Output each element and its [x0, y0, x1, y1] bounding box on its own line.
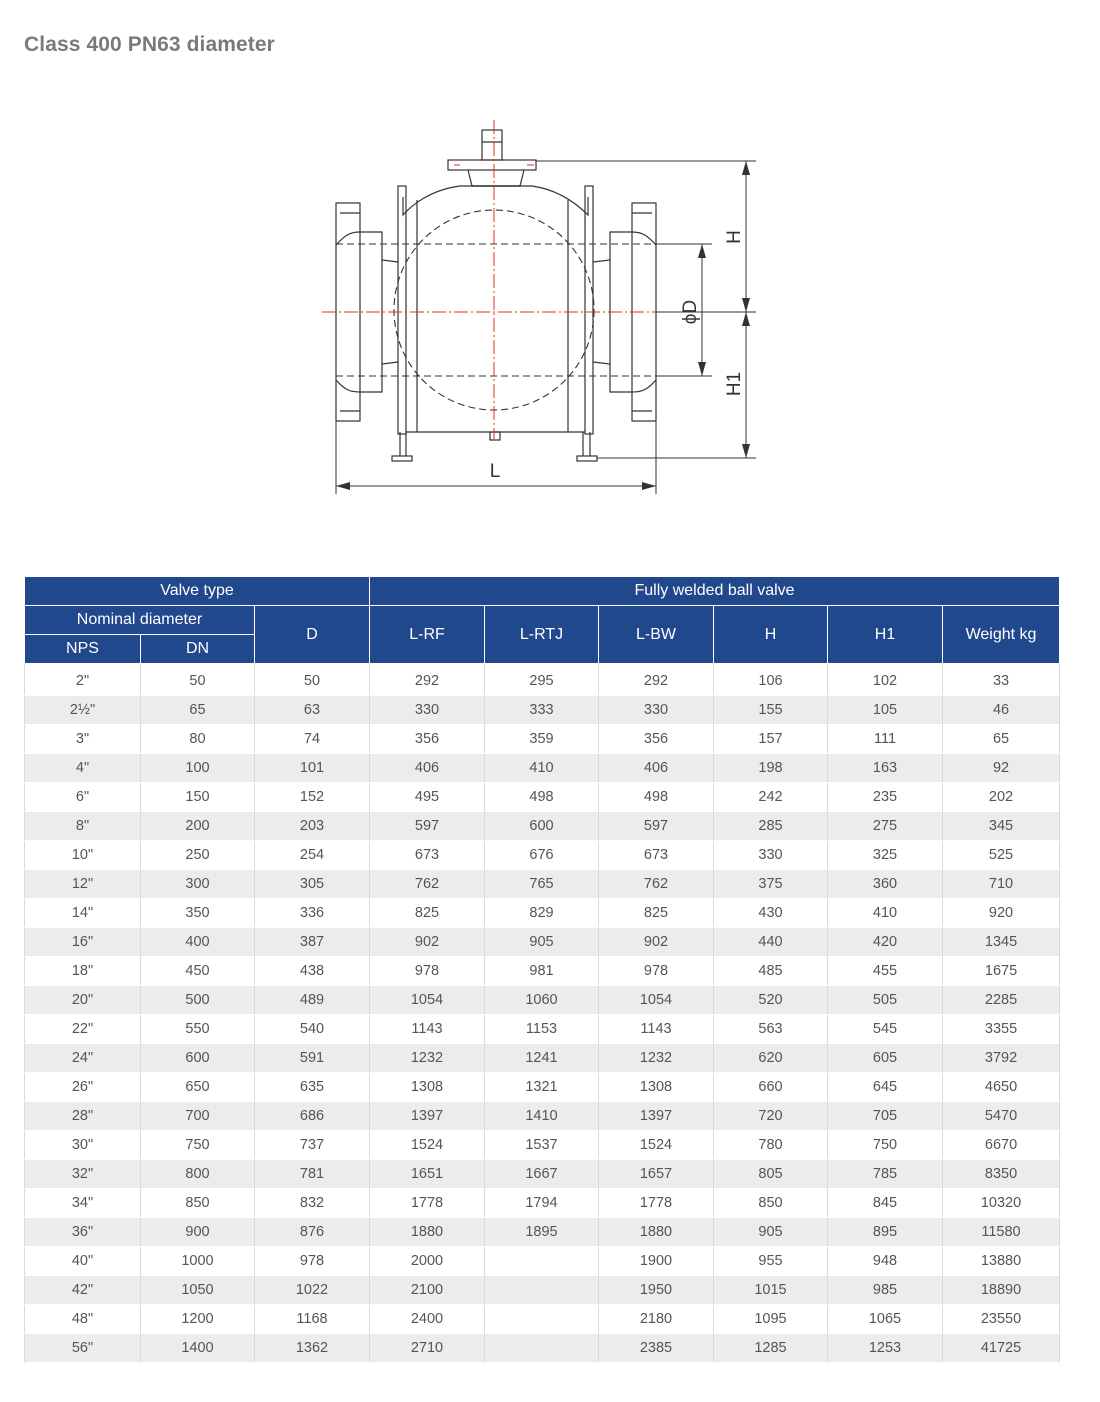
- cell-l-rf: 356: [370, 725, 485, 754]
- cell-nps: 22": [25, 1015, 141, 1044]
- table-row: [25, 841, 1060, 870]
- cell-l-rtj: 1794: [485, 1189, 599, 1218]
- cell-l-bw: 1054: [599, 986, 714, 1015]
- table-row: [25, 899, 1060, 928]
- cell-l-rf: 597: [370, 812, 485, 841]
- label-d: ϕD: [680, 299, 701, 325]
- cell-l-rtj: 1410: [485, 1102, 599, 1131]
- cell-nps: 42": [25, 1276, 141, 1305]
- cell-nps: 56": [25, 1334, 141, 1363]
- table-row: [25, 1073, 1060, 1102]
- cell-l-rf: 406: [370, 754, 485, 783]
- cell-h: 955: [714, 1247, 828, 1276]
- table-row: [25, 1276, 1060, 1305]
- cell-nps: 12": [25, 870, 141, 899]
- cell-nps: 3": [25, 725, 141, 754]
- cell-h1: 420: [828, 928, 943, 957]
- cell-h: 155: [714, 696, 828, 725]
- cell-d: 540: [255, 1015, 370, 1044]
- cell-weight: 23550: [943, 1305, 1060, 1334]
- header-fully-welded: Fully welded ball valve: [370, 577, 1060, 606]
- cell-h: 375: [714, 870, 828, 899]
- cell-nps: 32": [25, 1160, 141, 1189]
- cell-l-rtj: 676: [485, 841, 599, 870]
- cell-h: 198: [714, 754, 828, 783]
- cell-nps: 30": [25, 1131, 141, 1160]
- cell-weight: 2285: [943, 986, 1060, 1015]
- cell-h1: 985: [828, 1276, 943, 1305]
- label-h: H: [724, 230, 745, 244]
- cell-l-rf: 2100: [370, 1276, 485, 1305]
- cell-dn: 65: [141, 696, 255, 725]
- cell-l-bw: 978: [599, 957, 714, 986]
- cell-h1: 785: [828, 1160, 943, 1189]
- cell-h1: 325: [828, 841, 943, 870]
- cell-weight: 525: [943, 841, 1060, 870]
- cell-h: 905: [714, 1218, 828, 1247]
- cell-d: 305: [255, 870, 370, 899]
- header-valve-type: Valve type: [25, 577, 370, 606]
- cell-dn: 350: [141, 899, 255, 928]
- valve-body: [403, 186, 588, 215]
- cell-h1: 111: [828, 725, 943, 754]
- cell-l-bw: 762: [599, 870, 714, 899]
- cell-weight: 46: [943, 696, 1060, 725]
- cell-l-rtj: 1241: [485, 1044, 599, 1073]
- table-row: [25, 1160, 1060, 1189]
- cell-d: 1362: [255, 1334, 370, 1363]
- top-plate: [448, 160, 536, 170]
- cell-l-rf: 1880: [370, 1218, 485, 1247]
- table-row: [25, 664, 1060, 696]
- cell-dn: 700: [141, 1102, 255, 1131]
- cell-h: 330: [714, 841, 828, 870]
- cell-l-rtj: 1153: [485, 1015, 599, 1044]
- cell-nps: 24": [25, 1044, 141, 1073]
- table-row: [25, 1044, 1060, 1073]
- table-row: [25, 1189, 1060, 1218]
- cell-l-rf: 292: [370, 664, 485, 696]
- cell-l-rtj: [485, 1334, 599, 1363]
- cell-nps: 18": [25, 957, 141, 986]
- cell-h1: 275: [828, 812, 943, 841]
- cell-h1: 750: [828, 1131, 943, 1160]
- table-row: [25, 986, 1060, 1015]
- cell-nps: 2½": [25, 696, 141, 725]
- cell-l-rtj: 1537: [485, 1131, 599, 1160]
- table-row: [25, 1131, 1060, 1160]
- cell-weight: 4650: [943, 1073, 1060, 1102]
- cell-d: 203: [255, 812, 370, 841]
- table-body: [25, 664, 1060, 1363]
- cell-h: 563: [714, 1015, 828, 1044]
- cell-d: 832: [255, 1189, 370, 1218]
- cell-l-rf: 978: [370, 957, 485, 986]
- cell-nps: 2": [25, 664, 141, 696]
- cell-weight: 18890: [943, 1276, 1060, 1305]
- cell-dn: 50: [141, 664, 255, 696]
- cell-l-bw: 1143: [599, 1015, 714, 1044]
- header-d: D: [255, 606, 370, 664]
- cell-h: 157: [714, 725, 828, 754]
- cell-d: 438: [255, 957, 370, 986]
- cell-weight: 202: [943, 783, 1060, 812]
- cell-d: 101: [255, 754, 370, 783]
- table-row: [25, 812, 1060, 841]
- cell-dn: 650: [141, 1073, 255, 1102]
- cell-l-rtj: 359: [485, 725, 599, 754]
- cell-h1: 360: [828, 870, 943, 899]
- cell-l-rf: 762: [370, 870, 485, 899]
- cell-dn: 1050: [141, 1276, 255, 1305]
- cell-l-rf: 673: [370, 841, 485, 870]
- cell-dn: 850: [141, 1189, 255, 1218]
- cell-l-rf: 825: [370, 899, 485, 928]
- cell-d: 635: [255, 1073, 370, 1102]
- cell-l-bw: 1397: [599, 1102, 714, 1131]
- cell-dn: 800: [141, 1160, 255, 1189]
- header-weight: Weight kg: [943, 606, 1060, 664]
- label-h1: H1: [724, 371, 745, 397]
- cell-h1: 948: [828, 1247, 943, 1276]
- table-row: [25, 1334, 1060, 1363]
- cell-l-rf: 330: [370, 696, 485, 725]
- table-row: [25, 783, 1060, 812]
- cell-l-bw: 902: [599, 928, 714, 957]
- cell-l-rf: 1232: [370, 1044, 485, 1073]
- cell-l-rtj: [485, 1247, 599, 1276]
- cell-l-rtj: 1060: [485, 986, 599, 1015]
- cell-l-rf: 1397: [370, 1102, 485, 1131]
- cell-l-rtj: 765: [485, 870, 599, 899]
- cell-d: 489: [255, 986, 370, 1015]
- cell-dn: 1200: [141, 1305, 255, 1334]
- cell-dn: 250: [141, 841, 255, 870]
- cell-l-rtj: 333: [485, 696, 599, 725]
- cell-l-bw: 330: [599, 696, 714, 725]
- table-row: [25, 957, 1060, 986]
- cell-weight: 3355: [943, 1015, 1060, 1044]
- cell-d: 686: [255, 1102, 370, 1131]
- header-l-bw: L-BW: [599, 606, 714, 664]
- cell-h1: 505: [828, 986, 943, 1015]
- cell-d: 74: [255, 725, 370, 754]
- cell-nps: 34": [25, 1189, 141, 1218]
- cell-h1: 235: [828, 783, 943, 812]
- cell-l-bw: 406: [599, 754, 714, 783]
- cell-l-rtj: 498: [485, 783, 599, 812]
- table-row: [25, 870, 1060, 899]
- cell-l-bw: 1880: [599, 1218, 714, 1247]
- cell-l-rtj: 981: [485, 957, 599, 986]
- cell-l-rtj: 600: [485, 812, 599, 841]
- valve-drawing: [310, 120, 780, 510]
- cell-dn: 300: [141, 870, 255, 899]
- cell-h: 720: [714, 1102, 828, 1131]
- cell-nps: 28": [25, 1102, 141, 1131]
- cell-weight: 3792: [943, 1044, 1060, 1073]
- cell-weight: 1345: [943, 928, 1060, 957]
- cell-d: 978: [255, 1247, 370, 1276]
- cell-nps: 16": [25, 928, 141, 957]
- drain-plug: [490, 432, 500, 440]
- cell-l-bw: 1778: [599, 1189, 714, 1218]
- cell-weight: 8350: [943, 1160, 1060, 1189]
- cell-dn: 500: [141, 986, 255, 1015]
- cell-dn: 1000: [141, 1247, 255, 1276]
- cell-dn: 1400: [141, 1334, 255, 1363]
- cell-d: 50: [255, 664, 370, 696]
- cell-d: 1168: [255, 1305, 370, 1334]
- cell-weight: 6670: [943, 1131, 1060, 1160]
- cell-h: 285: [714, 812, 828, 841]
- cell-weight: 11580: [943, 1218, 1060, 1247]
- table-row: [25, 1247, 1060, 1276]
- label-l: L: [489, 461, 501, 482]
- cell-weight: 1675: [943, 957, 1060, 986]
- cell-dn: 80: [141, 725, 255, 754]
- cell-h1: 102: [828, 664, 943, 696]
- cell-d: 387: [255, 928, 370, 957]
- left-foot: [392, 456, 412, 461]
- cell-h1: 895: [828, 1218, 943, 1247]
- cell-l-rtj: 1321: [485, 1073, 599, 1102]
- cell-weight: 710: [943, 870, 1060, 899]
- cell-h1: 410: [828, 899, 943, 928]
- cell-dn: 600: [141, 1044, 255, 1073]
- cell-h: 1015: [714, 1276, 828, 1305]
- cell-nps: 4": [25, 754, 141, 783]
- cell-h1: 605: [828, 1044, 943, 1073]
- cell-l-rtj: 410: [485, 754, 599, 783]
- cell-l-rtj: 1895: [485, 1218, 599, 1247]
- cell-nps: 26": [25, 1073, 141, 1102]
- cell-weight: 65: [943, 725, 1060, 754]
- cell-dn: 200: [141, 812, 255, 841]
- cell-dn: 150: [141, 783, 255, 812]
- cell-dn: 900: [141, 1218, 255, 1247]
- cell-h: 805: [714, 1160, 828, 1189]
- cell-d: 336: [255, 899, 370, 928]
- cell-h1: 1253: [828, 1334, 943, 1363]
- cell-l-rf: 1308: [370, 1073, 485, 1102]
- cell-h1: 455: [828, 957, 943, 986]
- cell-l-rtj: [485, 1305, 599, 1334]
- cell-weight: 345: [943, 812, 1060, 841]
- cell-h1: 545: [828, 1015, 943, 1044]
- cell-d: 63: [255, 696, 370, 725]
- cell-h: 430: [714, 899, 828, 928]
- cell-h1: 1065: [828, 1305, 943, 1334]
- cell-l-rf: 1778: [370, 1189, 485, 1218]
- header-dn: DN: [141, 635, 255, 664]
- cell-d: 737: [255, 1131, 370, 1160]
- header-h1: H1: [828, 606, 943, 664]
- cell-l-bw: 292: [599, 664, 714, 696]
- cell-l-rf: 1143: [370, 1015, 485, 1044]
- cell-l-rf: 1054: [370, 986, 485, 1015]
- right-foot: [577, 456, 597, 461]
- cell-d: 1022: [255, 1276, 370, 1305]
- cell-h: 520: [714, 986, 828, 1015]
- table-row: [25, 928, 1060, 957]
- cell-h1: 163: [828, 754, 943, 783]
- cell-l-bw: 1657: [599, 1160, 714, 1189]
- cell-nps: 48": [25, 1305, 141, 1334]
- cell-l-rf: 1651: [370, 1160, 485, 1189]
- cell-d: 876: [255, 1218, 370, 1247]
- cell-h: 106: [714, 664, 828, 696]
- cell-d: 254: [255, 841, 370, 870]
- cell-nps: 36": [25, 1218, 141, 1247]
- table-row: [25, 1305, 1060, 1334]
- cell-nps: 8": [25, 812, 141, 841]
- header-nominal-diameter: Nominal diameter: [25, 606, 255, 635]
- cell-l-bw: 356: [599, 725, 714, 754]
- cell-h: 620: [714, 1044, 828, 1073]
- cell-l-rf: 2000: [370, 1247, 485, 1276]
- cell-weight: 92: [943, 754, 1060, 783]
- stem: [482, 130, 502, 160]
- cell-nps: 10": [25, 841, 141, 870]
- cell-h1: 645: [828, 1073, 943, 1102]
- cell-nps: 14": [25, 899, 141, 928]
- table-row: [25, 1218, 1060, 1247]
- header-l-rtj: L-RTJ: [485, 606, 599, 664]
- cell-l-bw: 825: [599, 899, 714, 928]
- cell-dn: 550: [141, 1015, 255, 1044]
- table-row: [25, 725, 1060, 754]
- cell-l-bw: 1524: [599, 1131, 714, 1160]
- cell-l-bw: 1308: [599, 1073, 714, 1102]
- cell-l-bw: 2385: [599, 1334, 714, 1363]
- header-nps: NPS: [25, 635, 141, 664]
- table-row: [25, 754, 1060, 783]
- page-title: Class 400 PN63 diameter: [24, 33, 275, 56]
- cell-l-rtj: 295: [485, 664, 599, 696]
- cell-h1: 705: [828, 1102, 943, 1131]
- cell-nps: 20": [25, 986, 141, 1015]
- cell-weight: 33: [943, 664, 1060, 696]
- cell-nps: 6": [25, 783, 141, 812]
- cell-h: 485: [714, 957, 828, 986]
- cell-nps: 40": [25, 1247, 141, 1276]
- cell-h: 440: [714, 928, 828, 957]
- table-row: [25, 1015, 1060, 1044]
- cell-d: 781: [255, 1160, 370, 1189]
- cell-l-bw: 1232: [599, 1044, 714, 1073]
- cell-h: 780: [714, 1131, 828, 1160]
- cell-l-bw: 597: [599, 812, 714, 841]
- cell-dn: 400: [141, 928, 255, 957]
- cell-l-rtj: 1667: [485, 1160, 599, 1189]
- cell-l-bw: 498: [599, 783, 714, 812]
- cell-l-rf: 2710: [370, 1334, 485, 1363]
- cell-h: 1285: [714, 1334, 828, 1363]
- header-l-rf: L-RF: [370, 606, 485, 664]
- cell-l-bw: 673: [599, 841, 714, 870]
- table-row: [25, 696, 1060, 725]
- cell-h: 1095: [714, 1305, 828, 1334]
- cell-l-rf: 1524: [370, 1131, 485, 1160]
- cell-h: 242: [714, 783, 828, 812]
- cell-h1: 105: [828, 696, 943, 725]
- cell-l-rf: 2400: [370, 1305, 485, 1334]
- cell-h: 850: [714, 1189, 828, 1218]
- cell-weight: 5470: [943, 1102, 1060, 1131]
- cell-dn: 100: [141, 754, 255, 783]
- cell-l-rtj: [485, 1276, 599, 1305]
- cell-h: 660: [714, 1073, 828, 1102]
- cell-l-rf: 902: [370, 928, 485, 957]
- cell-l-rf: 495: [370, 783, 485, 812]
- cell-l-bw: 2180: [599, 1305, 714, 1334]
- cell-weight: 920: [943, 899, 1060, 928]
- cell-dn: 750: [141, 1131, 255, 1160]
- cell-l-bw: 1900: [599, 1247, 714, 1276]
- spec-table: [24, 576, 1060, 1363]
- cell-l-rtj: 905: [485, 928, 599, 957]
- cell-dn: 450: [141, 957, 255, 986]
- cell-weight: 10320: [943, 1189, 1060, 1218]
- cell-h1: 845: [828, 1189, 943, 1218]
- cell-weight: 13880: [943, 1247, 1060, 1276]
- cell-d: 591: [255, 1044, 370, 1073]
- cell-l-bw: 1950: [599, 1276, 714, 1305]
- header-h: H: [714, 606, 828, 664]
- table-row: [25, 1102, 1060, 1131]
- cell-d: 152: [255, 783, 370, 812]
- cell-l-rtj: 829: [485, 899, 599, 928]
- cell-weight: 41725: [943, 1334, 1060, 1363]
